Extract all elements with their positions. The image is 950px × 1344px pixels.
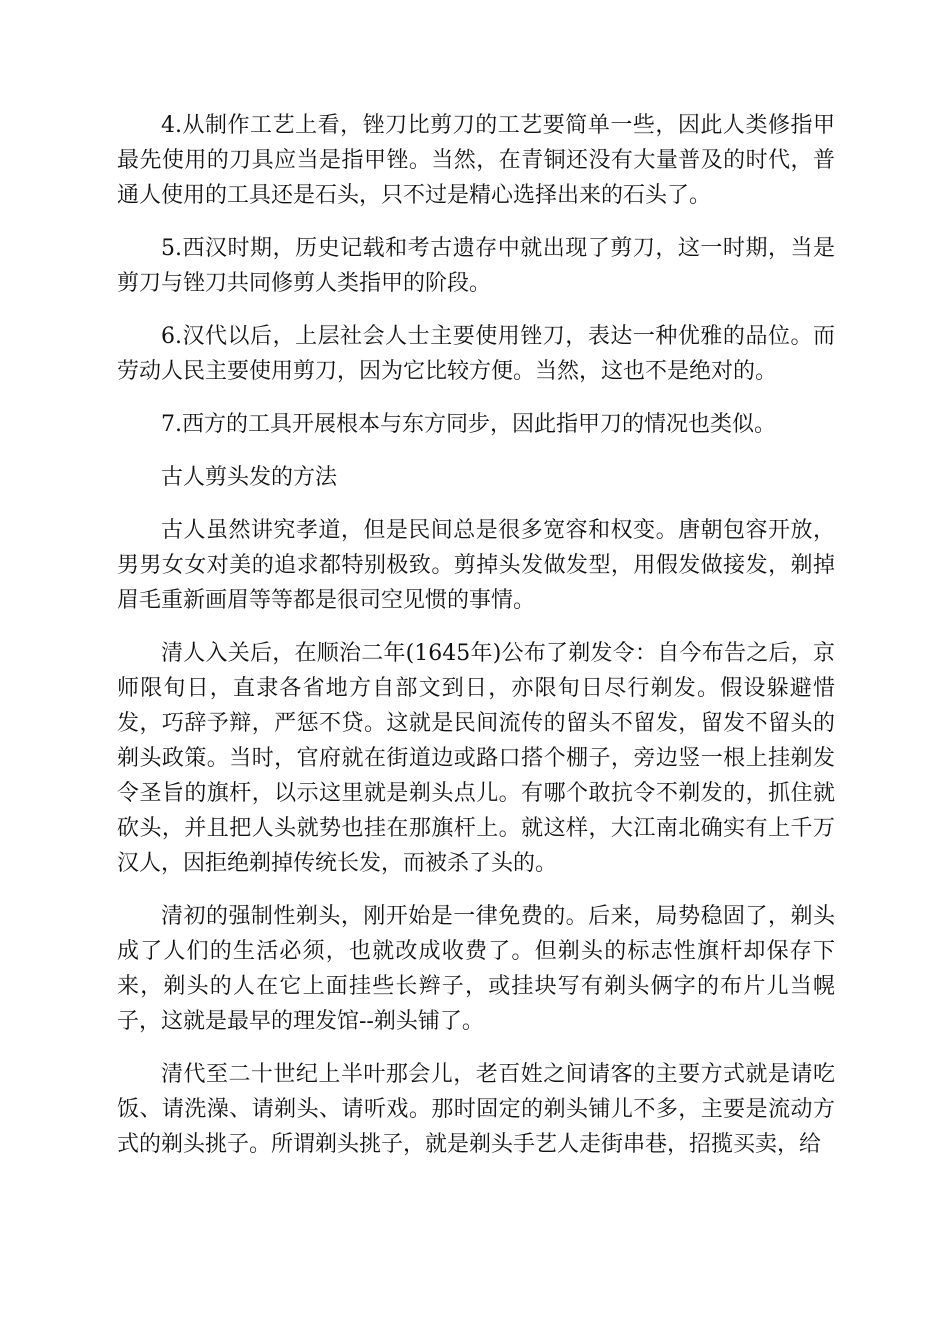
section-heading: 古人剪头发的方法 <box>161 465 338 490</box>
paragraph-item-5: 5.西汉时期，历史记载和考古遗存中就出现了剪刀，这一时期，当是剪刀与锉刀共同修剪人类指甲的阶段。 <box>117 236 835 296</box>
paragraph-early-qing: 清初的强制性剃头，刚开始是一律免费的。后来，局势稳固了，剃头成了人们的生活必须，也就改成收费了。但剃头的标志性旗杆却保存下来，剃头的人在它上面挂些长辫子，或挂块写有剃头俩字的布片儿当幌子，这就是最早的理发馆--剃头铺了。 <box>117 904 835 1034</box>
paragraph-barber-stall: 清代至二十世纪上半叶那会儿，老百姓之间请客的主要方式就是请吃饭、请洗澡、请剃头、请听戏。那时固定的剃头铺儿不多，主要是流动方式的剃头挑子。所谓剃头挑子，就是剃头手艺人走街串巷，招揽买卖，给 <box>117 1062 835 1157</box>
paragraph-tang-dynasty: 古人虽然讲究孝道，但是民间总是很多宽容和权变。唐朝包容开放，男男女女对美的追求都特别极致。剪掉头发做发型，用假发做接发，剃掉眉毛重新画眉等等都是很司空见惯的事情。 <box>117 518 835 613</box>
paragraph-qing-decree: 清人入关后，在顺治二年(1645年)公布了剃发令：自今布告之后，京师限旬日，直隶各省地方自部文到日，亦限旬日尽行剃发。假设躲避惜发，巧辞予辩，严惩不贷。这就是民间流传的留头不留发，留发不留头的剃头政策。当时，官府就在街道边或路口搭个棚子，旁边竖一根上挂剃发令圣旨的旗杆，以示这里就是剃头点儿。有哪个敢抗令不剃发的，抓住就砍头，并且把人头就势也挂在那旗杆上。就这样，大江南北确实有上千万汉人，因拒绝剃掉传统长发，而被杀了头的。 <box>117 641 835 876</box>
paragraph-item-7: 7.西方的工具开展根本与东方同步，因此指甲刀的情况也类似。 <box>161 412 776 437</box>
paragraph-item-6: 6.汉代以后，上层社会人士主要使用锉刀，表达一种优雅的品位。而劳动人民主要使用剪刀，因为它比较方便。当然，这也不是绝对的。 <box>117 324 835 384</box>
document-body <box>117 108 835 1180</box>
paragraph-item-4: 4.从制作工艺上看，锉刀比剪刀的工艺要简单一些，因此人类修指甲最先使用的刀具应当是指甲锉。当然，在青铜还没有大量普及的时代，普通人使用的工具还是石头，只不过是精心选择出来的石头了。 <box>117 113 835 208</box>
